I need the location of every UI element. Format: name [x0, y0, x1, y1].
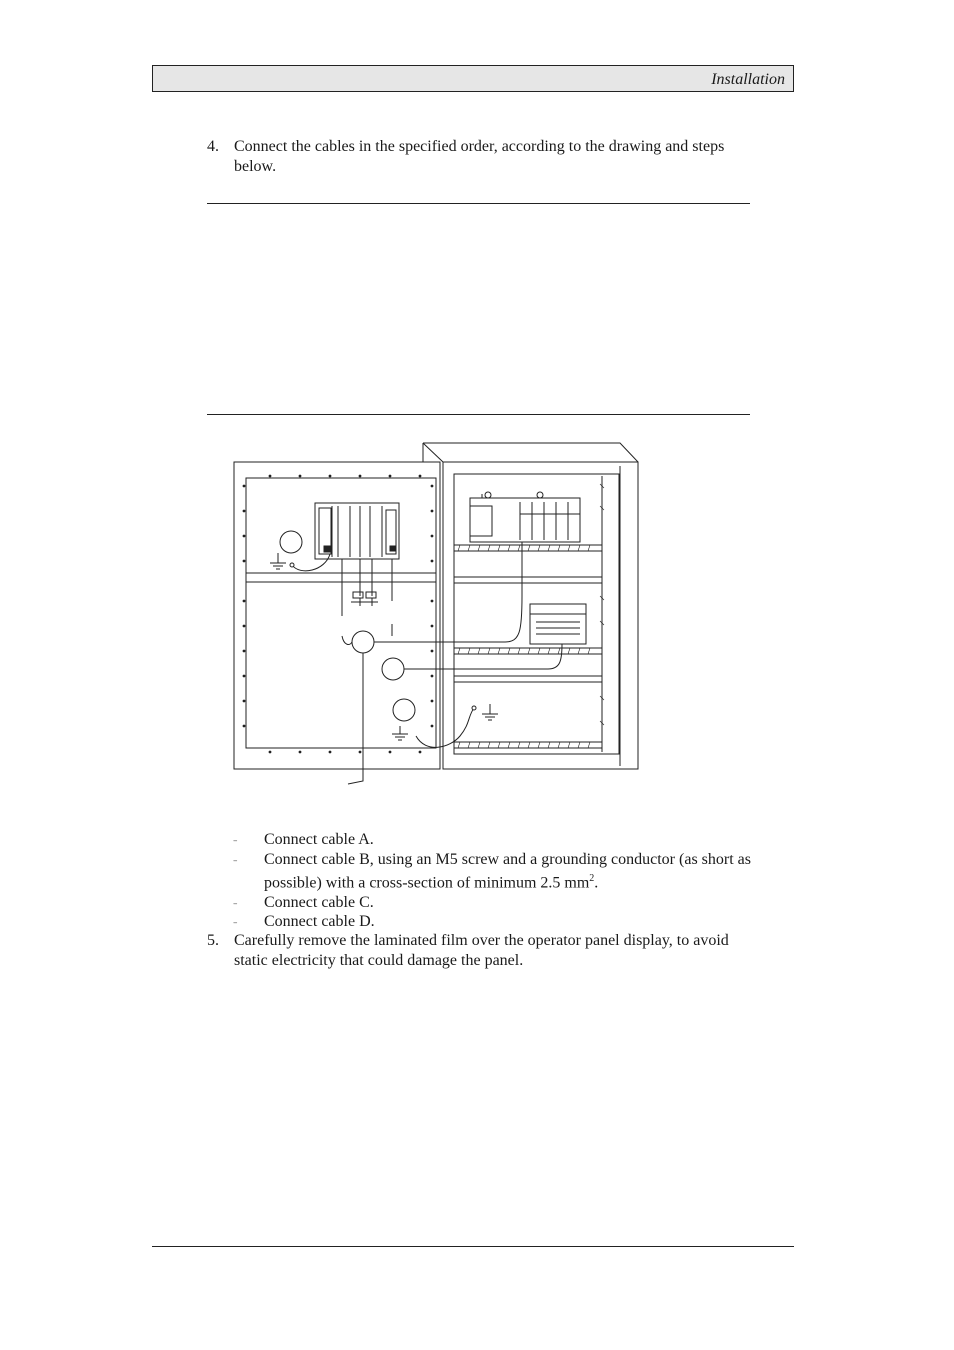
step-text: Connect the cables in the specified order, according to the drawing and steps below. [234, 138, 725, 175]
list-marker: – [233, 836, 238, 846]
label-circle-lower [382, 658, 404, 680]
operator-panel-rear [315, 503, 399, 559]
list-item [233, 912, 753, 932]
cabinet-cabling-diagram [220, 436, 650, 796]
plc-unit [470, 492, 580, 542]
cable-steps-list [233, 830, 753, 932]
list-item [233, 850, 753, 893]
footer-rule [152, 1246, 794, 1247]
note-box-top-rule [207, 203, 750, 204]
section-title: Installation [711, 71, 785, 88]
label-circle-top-left [280, 531, 302, 553]
step-text: Carefully remove the laminated film over the operator panel display, to avoid static electricity that could damage the panel. [234, 932, 729, 969]
list-item [233, 830, 753, 850]
step-number: 5. [207, 932, 219, 949]
list-item-text: Connect cable B, using an M5 screw and a grounding conductor (as short as possible) with a cross-section of minimum 2.5 mm [264, 850, 751, 892]
list-marker: – [233, 855, 238, 866]
step-4 [207, 137, 752, 177]
label-circle-bottom [393, 699, 415, 721]
step-number: 4. [207, 138, 219, 155]
list-marker: – [233, 898, 238, 909]
running-header [152, 65, 794, 92]
left-cabinet-frame [234, 462, 440, 769]
note-box-bottom-rule [207, 414, 750, 415]
step-5 [207, 931, 752, 971]
superscript: 2 [589, 873, 595, 884]
label-circle-middle [352, 631, 374, 653]
list-item-text: Connect cable A. [264, 831, 374, 848]
list-item [233, 893, 753, 913]
io-module [530, 604, 586, 644]
right-cabinet-frame [443, 462, 638, 769]
list-marker: – [233, 918, 238, 929]
list-item-text: Connect cable D. [264, 913, 375, 931]
mounting-plate [246, 478, 436, 748]
list-item-text: Connect cable C. [264, 893, 374, 911]
list-item-tail: . [594, 874, 599, 892]
